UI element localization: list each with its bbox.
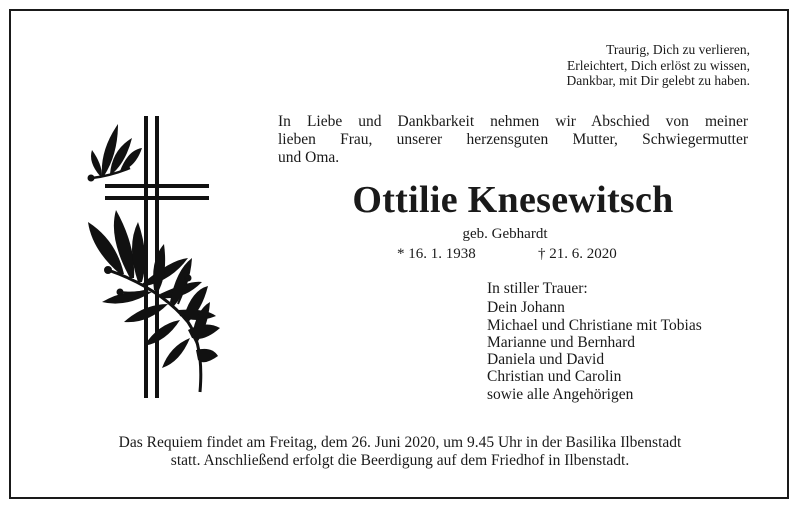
birth-date: * 16. 1. 1938 <box>397 246 476 262</box>
mourner-entry: Daniela und David <box>487 351 605 369</box>
mourner-entry: Marianne und Bernhard <box>487 333 636 351</box>
funeral-details-line: statt. Anschließend erfolgt die Beerdigung auf dem Friedhof in Ilbenstadt. <box>170 452 630 469</box>
funeral-details-line: Das Requiem findet am Freitag, dem 26. Juni 2020, um 9.45 Uhr in der Basilika Ilbenstadt <box>118 434 682 451</box>
mourners-list <box>487 280 702 403</box>
maiden-name: geb. Gebhardt <box>462 226 548 242</box>
farewell-text <box>278 113 748 167</box>
death-date: † 21. 6. 2020 <box>538 246 617 262</box>
farewell-line: und Oma. <box>278 149 340 166</box>
motto-line: Erleichtert, Dich erlöst zu wissen, <box>567 57 750 73</box>
farewell-line: lieben Frau, unserer herzensguten Mutter, Schwiegermutter <box>278 131 748 148</box>
mourners-heading: In stiller Trauer: <box>487 280 588 297</box>
mourner-entry: Michael und Christiane mit Tobias <box>487 316 702 334</box>
mourner-entry: Christian und Carolin <box>487 368 622 386</box>
motto-verse <box>566 42 750 89</box>
mourner-entry: Dein Johann <box>487 299 565 317</box>
cross-with-palm-branch-icon <box>80 110 220 405</box>
mourner-entry: sowie alle Angehörigen <box>487 385 634 403</box>
funeral-details <box>20 434 780 470</box>
motto-line: Dankbar, mit Dir gelebt zu haben. <box>566 73 750 88</box>
deceased-name: Ottilie Knesewitsch <box>352 179 674 221</box>
motto-line: Traurig, Dich zu verlieren, <box>606 42 750 57</box>
farewell-line: In Liebe und Dankbarkeit nehmen wir Abschied von meiner <box>278 113 748 130</box>
